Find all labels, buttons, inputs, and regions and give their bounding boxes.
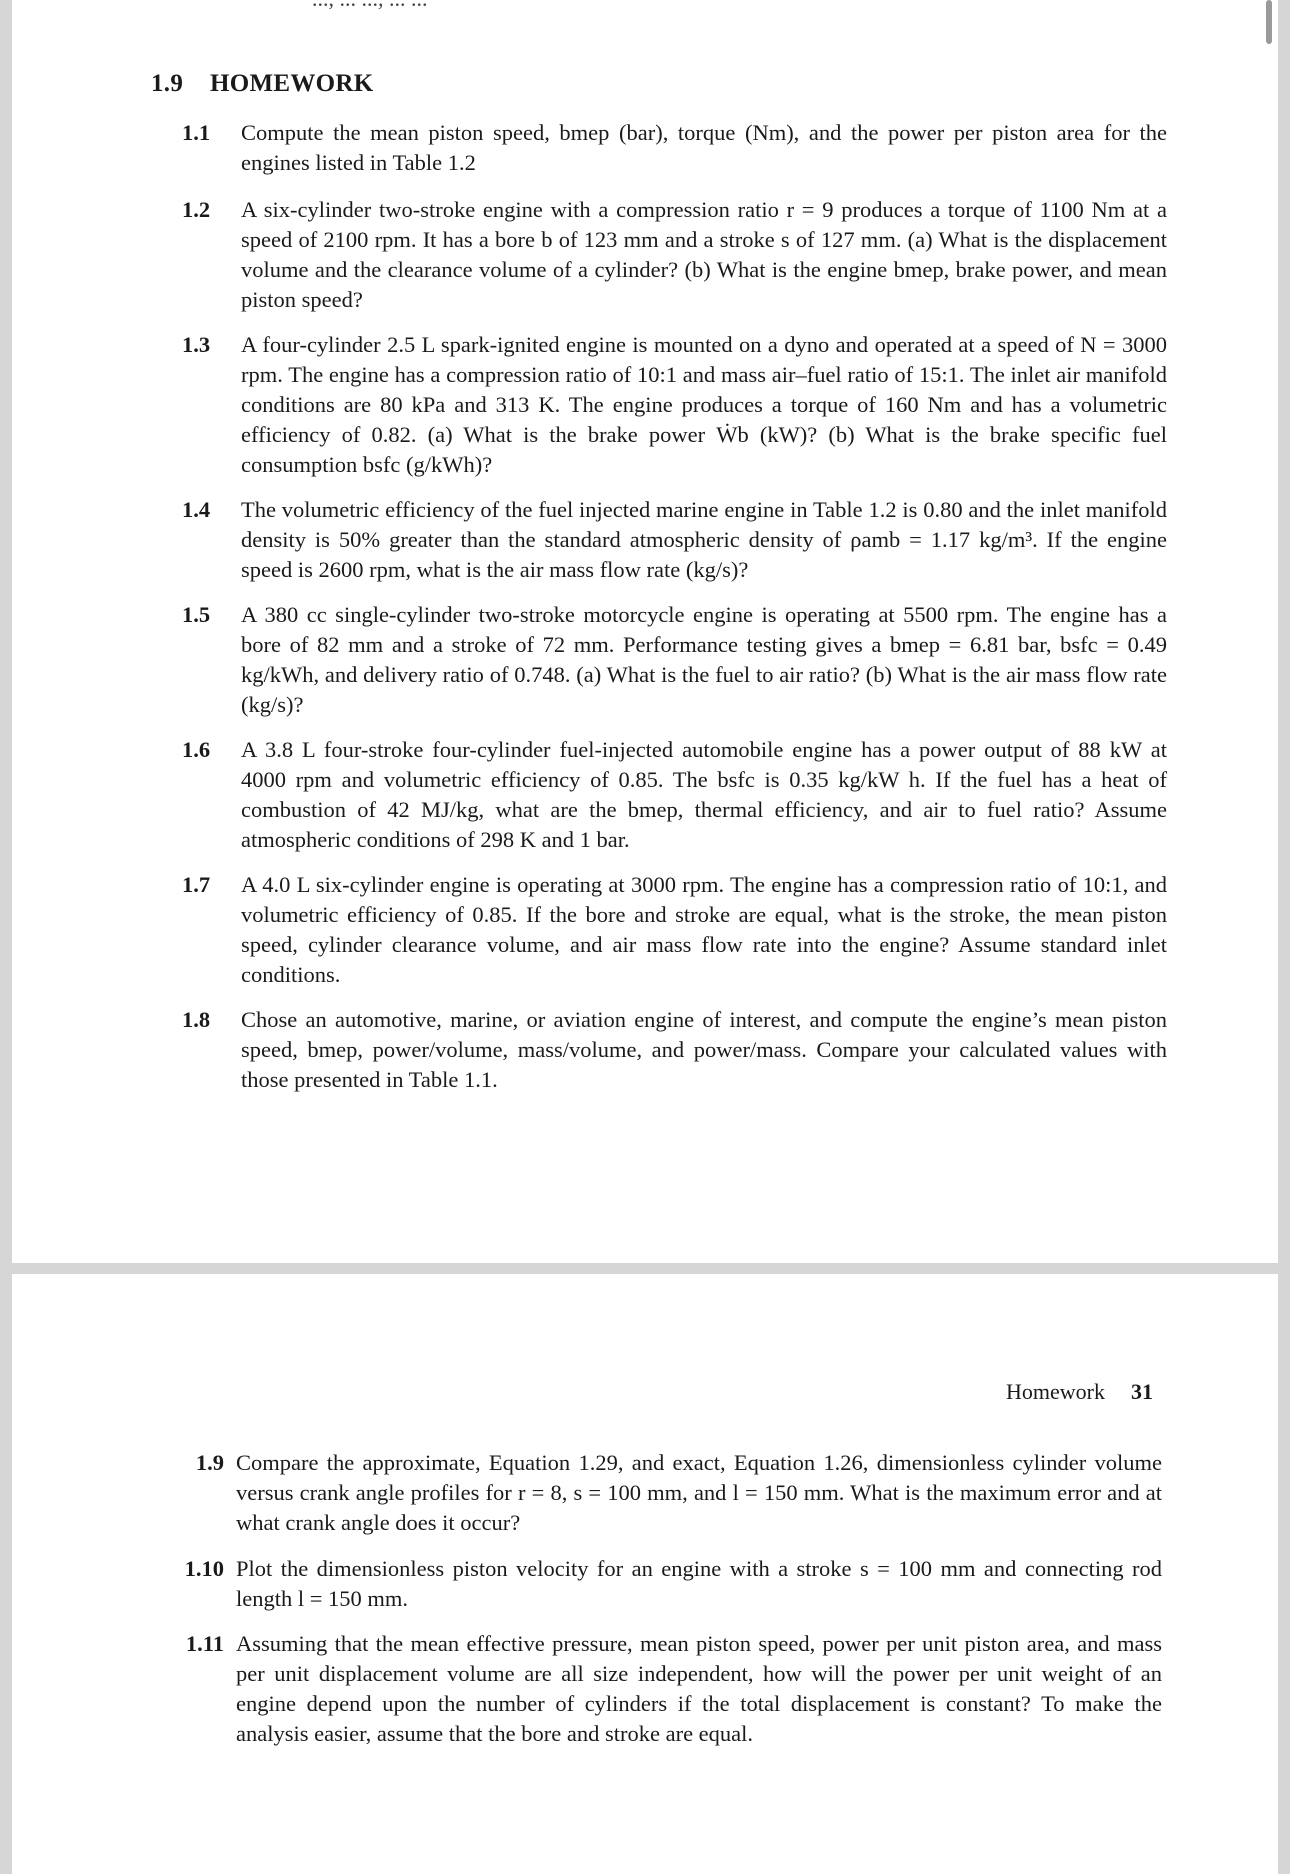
problem-text: The volumetric efficiency of the fuel injected marine engine in Table 1.2 is 0.80 and the inlet manifold density is 50% greater than the standard atmospheric density of ρamb = 1.17 kg/m³. If the engine speed is 2600 rpm, what is the air mass flow rate (kg/s)? [241, 497, 1167, 582]
section-title: HOMEWORK [210, 70, 374, 97]
problem-item [182, 600, 1167, 720]
running-head [1006, 1379, 1153, 1405]
problem-item [182, 1005, 1167, 1095]
problem-text: Assuming that the mean effective pressure, mean piston speed, power per unit piston area, and mass per unit displacement volume are all size independent, how will the power per unit weight of an engine depend upon the number of cylinders if the total displacement is constant? To make the analysis easier, assume that the bore and stroke are equal. [236, 1631, 1162, 1746]
problem-number: 1.6 [182, 737, 211, 762]
section-number: 1.9 [151, 70, 184, 97]
problem-text: Plot the dimensionless piston velocity for an engine with a stroke s = 100 mm and connecting rod length l = 150 mm. [236, 1556, 1162, 1611]
cropped-top-text [312, 0, 428, 12]
problem-item [182, 870, 1167, 990]
problem-item [182, 330, 1167, 480]
problem-item [164, 1629, 1162, 1749]
scrollbar-thumb[interactable] [1266, 0, 1272, 44]
problem-number: 1.5 [182, 602, 211, 627]
problem-number: 1.1 [182, 120, 211, 145]
problem-text: Compare the approximate, Equation 1.29, and exact, Equation 1.26, dimensionless cylinder volume versus crank angle profiles for r = 8, s = 100 mm, and l = 150 mm. What is the maximum error and at what crank angle does it occur? [236, 1450, 1162, 1535]
running-head-label: Homework [1006, 1379, 1105, 1404]
problem-text: A four-cylinder 2.5 L spark-ignited engine is mounted on a dyno and operated at a speed of N = 3000 rpm. The engine has a compression ratio of 10:1 and mass air–fuel ratio of 15:1. The inlet air manifold conditions are 80 kPa and 313 K. The engine produces a torque of 160 Nm and has a volumetric efficiency of 0.82. (a) What is the brake power Ẇb (kW)? (b) What is the brake specific fuel consumption bsfc (g/kWh)? [241, 332, 1167, 477]
problem-number: 1.8 [182, 1007, 211, 1032]
section-heading [151, 70, 374, 98]
problem-number: 1.2 [182, 197, 211, 222]
problem-text: A 4.0 L six-cylinder engine is operating at 3000 rpm. The engine has a compression ratio of 10:1, and volumetric efficiency of 0.85. If the bore and stroke are equal, what is the stroke, the mean piston speed, cylinder clearance volume, and air mass flow rate into the engine? Assume standard inlet conditions. [241, 872, 1167, 987]
problem-item [182, 195, 1167, 315]
problem-text: Compute the mean piston speed, bmep (bar), torque (Nm), and the power per piston area for the engines listed in Table 1.2 [241, 120, 1167, 175]
problem-text: A 380 cc single-cylinder two-stroke motorcycle engine is operating at 5500 rpm. The engine has a bore of 82 mm and a stroke of 72 mm. Performance testing gives a bmep = 6.81 bar, bsfc = 0.49 kg/kWh, and delivery ratio of 0.748. (a) What is the fuel to air ratio? (b) What is the air mass flow rate (kg/s)? [241, 602, 1167, 717]
problem-number: 1.3 [182, 332, 211, 357]
problem-number: 1.7 [182, 872, 211, 897]
problem-item [164, 1448, 1162, 1538]
problem-number: 1.9 [195, 1450, 224, 1475]
problem-text: A 3.8 L four-stroke four-cylinder fuel-injected automobile engine has a power output of 88 kW at 4000 rpm and volumetric efficiency of 0.85. The bsfc is 0.35 kg/kW h. If the fuel has a heat of combustion of 42 MJ/kg, what are the bmep, thermal efficiency, and air to fuel ratio? Assume atmospheric conditions of 298 K and 1 bar. [241, 737, 1167, 852]
problem-number: 1.4 [182, 497, 211, 522]
problem-item [182, 118, 1167, 178]
problem-number: 1.11 [185, 1631, 224, 1656]
problem-item [182, 735, 1167, 855]
textbook-page-30 [12, 0, 1278, 1263]
problem-item [164, 1554, 1162, 1614]
page-number: 31 [1131, 1379, 1153, 1404]
textbook-page-31 [12, 1274, 1278, 1874]
problem-number: 1.10 [184, 1556, 224, 1581]
problem-text: Chose an automotive, marine, or aviation engine of interest, and compute the engine’s mean piston speed, bmep, power/volume, mass/volume, and power/mass. Compare your calculated values with those presented in Table 1.1. [241, 1007, 1167, 1092]
problem-text: A six-cylinder two-stroke engine with a compression ratio r = 9 produces a torque of 1100 Nm at a speed of 2100 rpm. It has a bore b of 123 mm and a stroke s of 127 mm. (a) What is the displacement volume and the clearance volume of a cylinder? (b) What is the engine bmep, brake power, and mean piston speed? [241, 197, 1167, 312]
problem-item [182, 495, 1167, 585]
